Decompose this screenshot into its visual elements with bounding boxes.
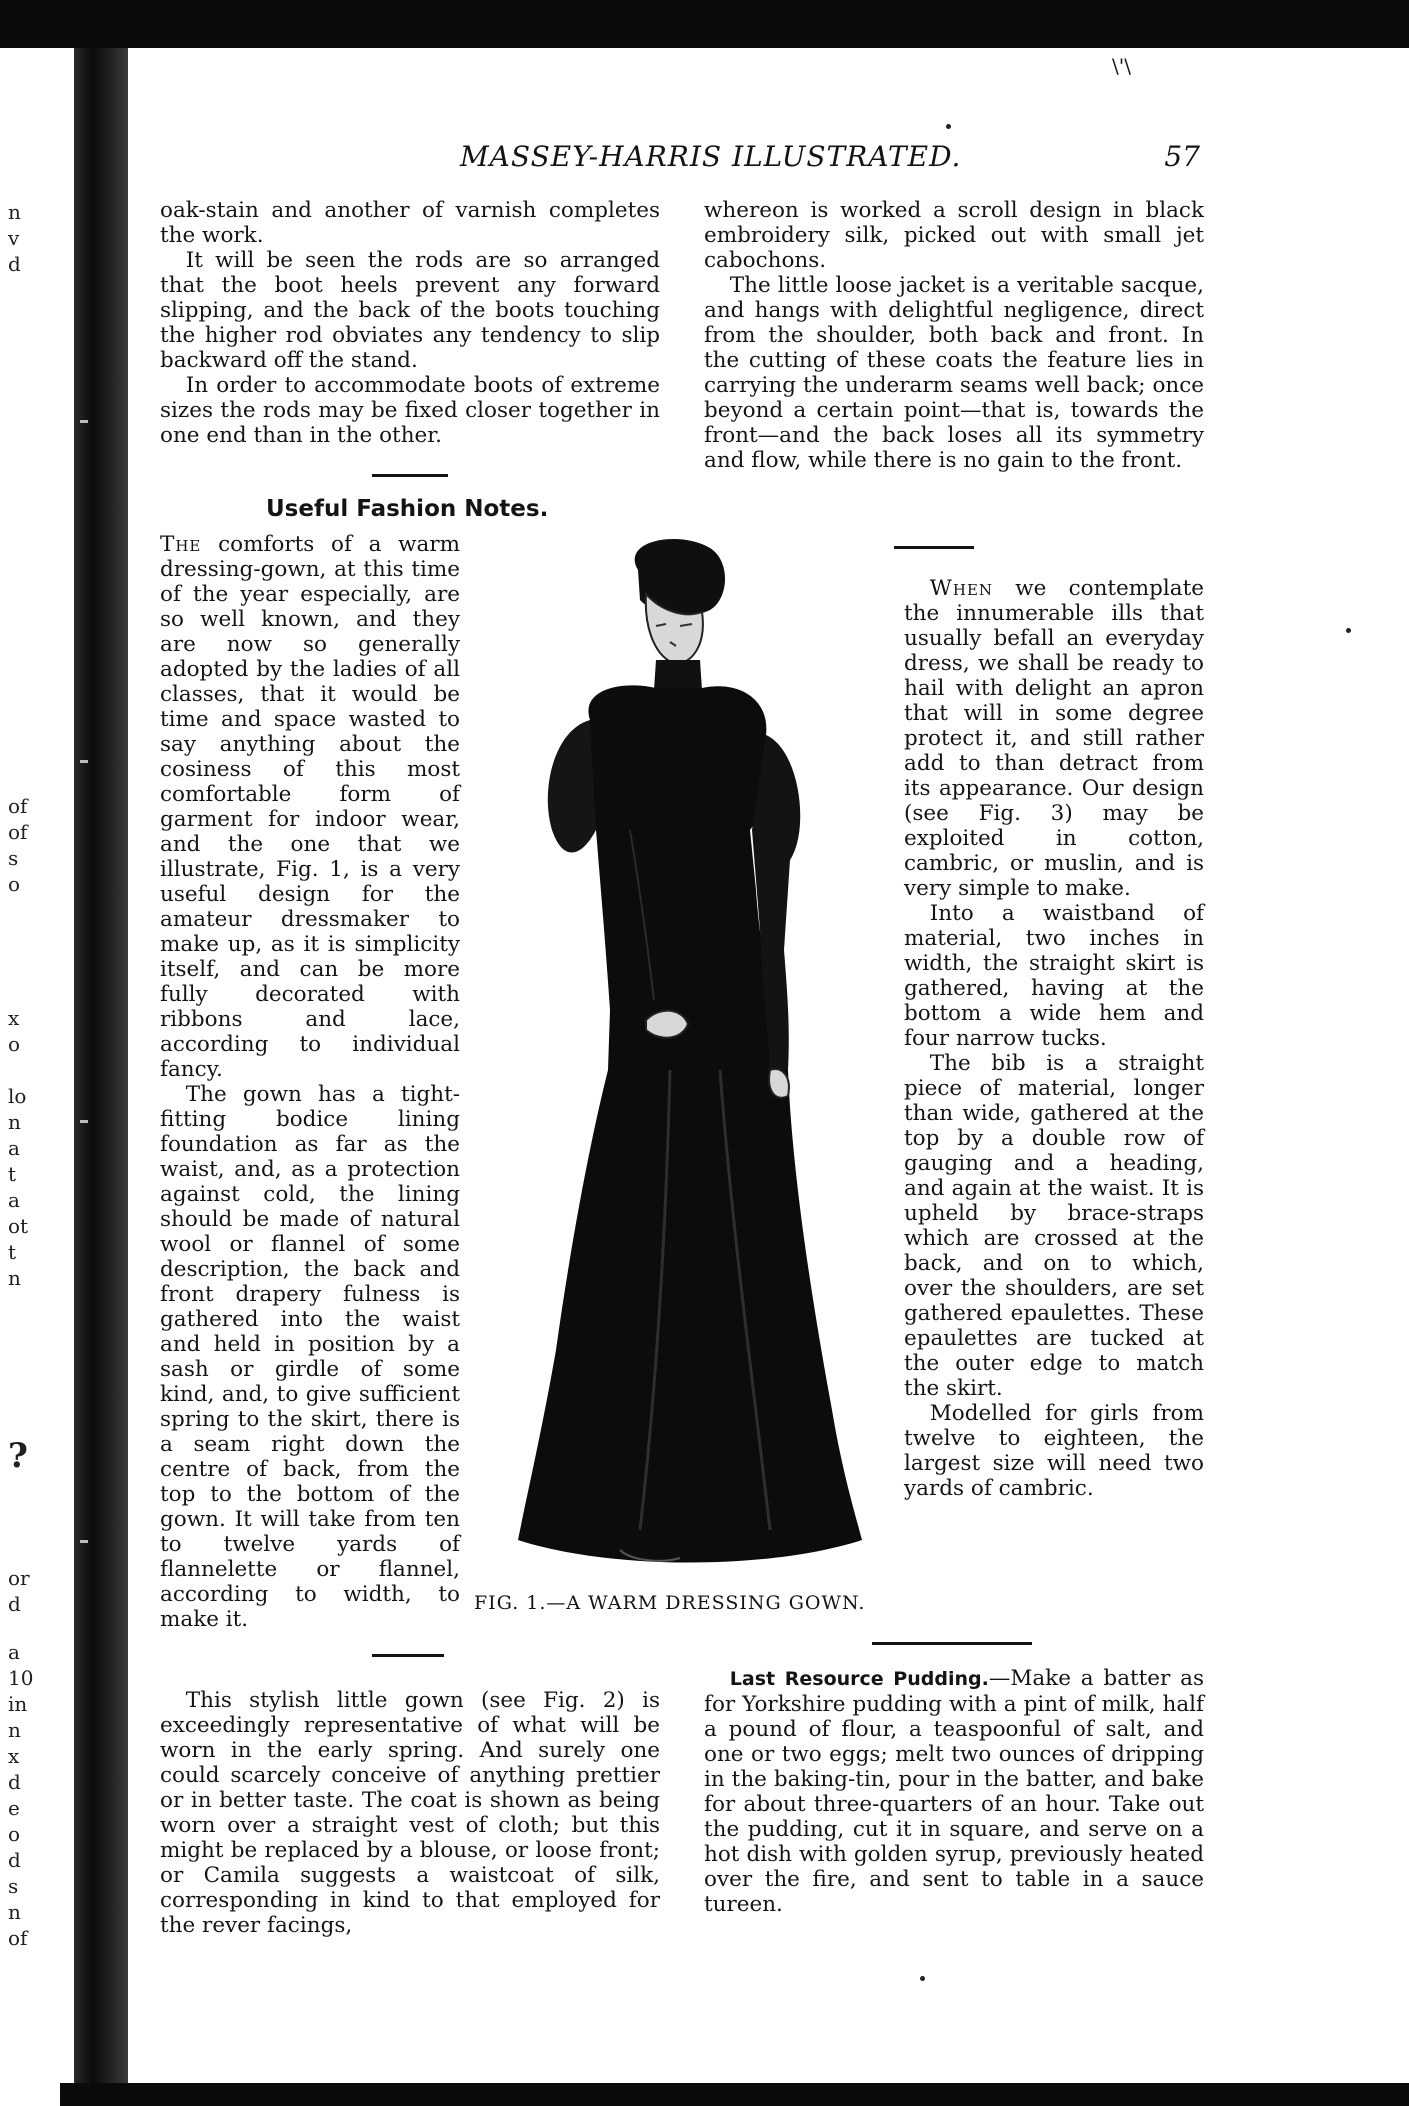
margin-fragment: v (8, 226, 20, 250)
margin-fragment: d (8, 252, 21, 276)
bottom-left-text (160, 1688, 660, 1938)
margin-fragment: t (8, 1162, 17, 1186)
column-2-apron-text (904, 576, 1204, 1501)
margin-fragment: x (8, 1744, 20, 1768)
ink-speck (1346, 628, 1351, 633)
gutter-speck (80, 420, 88, 423)
paragraph: Into a waistband of material, two inches in width, the straight skirt is gathered, having at the bottom a wide hem and four narrow tucks. (904, 901, 1204, 1051)
paragraph: The little loose jacket is a veritable sacque, and hangs with delightful negligence, direct from the shoulder, both back and front. In the cutting of these coats the feature lies in carrying the underarm seams well back; once beyond a certain point—that is, towards the front—and the back loses all its symmetry and flow, while there is no gain to the front. (704, 273, 1204, 473)
recipe-body: —Make a batter as for Yorkshire pudding with a pint of milk, half a pound of flour, a teaspoonful of salt, and one or two eggs; melt two ounces of dripping in the baking-tin, pour in the batter, and bake for about three-quarters of an hour. Take out the pudding, cut it in square, and serve on a hot dish with golden syrup, previously heated over the fire, and sent to table in a sauce tureen. (704, 1666, 1205, 1917)
margin-fragment: 10 (8, 1666, 34, 1690)
gutter-speck (80, 1120, 88, 1123)
margin-fragment: x (8, 1006, 20, 1030)
margin-fragment: n (8, 1266, 21, 1290)
section-divider (894, 546, 974, 549)
margin-fragment: n (8, 1718, 21, 1742)
margin-fragment: or (8, 1566, 30, 1590)
gutter-speck (80, 1540, 88, 1543)
margin-fragment: in (8, 1692, 28, 1716)
margin-fragment: t (8, 1240, 17, 1264)
top-mark: \'\ (1112, 54, 1131, 78)
margin-fragment: s (8, 846, 19, 870)
paragraph (904, 576, 1204, 901)
figure-caption: FIG. 1.—A WARM DRESSING GOWN. (474, 1592, 866, 1614)
paragraph: The bib is a straight piece of material, longer than wide, gathered at the top by a double row of gauging and a heading, and again at the waist. It is upheld by brace-straps which are crossed at the back, and on to which, over the shoulders, are set gathered epaulettes. These epaulettes are tucked at the outer edge to match the skirt. (904, 1051, 1204, 1401)
drop-cap-word: The (160, 532, 202, 557)
margin-fragment: d (8, 1770, 21, 1794)
page-number: 57 (1164, 140, 1200, 173)
margin-fragment: n (8, 200, 21, 224)
section-divider (872, 1642, 1032, 1645)
column-1-fashion-text (160, 532, 460, 1632)
section-divider (372, 1654, 444, 1657)
page-header (160, 140, 1200, 180)
margin-fragment: n (8, 1900, 21, 1924)
margin-fragment: of (8, 794, 28, 818)
margin-fragment: n (8, 1110, 21, 1134)
margin-fragment: a (8, 1188, 20, 1212)
paragraph: In order to accommodate boots of extreme sizes the rods may be fixed closer together in one end than in the other. (160, 373, 660, 448)
margin-fragment: of (8, 820, 28, 844)
paragraph-body: we contemplate the innumerable ills that usually befall an everyday dress, we shall be ready to hail with delight an apron that will in some degree protect it, and still rather add to than detract from its appearance. Our design (see Fig. 3) may be exploited in cotton, cambric, or muslin, and is very simple to make. (904, 576, 1204, 901)
drop-cap-word: When (929, 576, 994, 601)
ink-speck (920, 1976, 925, 1981)
binding-gutter (74, 48, 128, 2083)
margin-fragment: s (8, 1874, 19, 1898)
margin-fragment: e (8, 1796, 20, 1820)
margin-fragment: o (8, 1822, 21, 1846)
scan-bottom-border (60, 2083, 1409, 2106)
paragraph: whereon is worked a scroll design in black embroidery silk, picked out with small jet cabochons. (704, 198, 1204, 273)
dressing-gown-illustration (470, 530, 900, 1610)
margin-fragment: a (8, 1136, 20, 1160)
margin-fragment: o (8, 872, 21, 896)
scan-top-border (0, 0, 1409, 48)
paragraph: oak-stain and another of varnish completes the work. (160, 198, 660, 248)
recipe-heading: Last Resource Pudding. (729, 1668, 989, 1690)
column-1-top-text (160, 198, 660, 448)
margin-fragment: ? (8, 1436, 28, 1476)
section-heading: Useful Fashion Notes. (266, 496, 549, 522)
margin-fragment: d (8, 1848, 21, 1872)
margin-fragment: a (8, 1640, 20, 1664)
section-divider (372, 474, 448, 477)
paragraph: It will be seen the rods are so arranged that the boot heels prevent any forward slipping, and the back of the boots touching the higher rod obviates any tendency to slip backward off the stand. (160, 248, 660, 373)
paragraph (704, 1666, 1204, 1917)
paragraph: This stylish little gown (see Fig. 2) is exceedingly representative of what will be worn in the early spring. And surely one could scarcely conceive of anything prettier or in better taste. The coat is shown as being worn over a straight vest of cloth; but this might be replaced by a blouse, or loose front; or Camila suggests a waistcoat of silk, corresponding in kind to that employed for the rever facings, (160, 1688, 660, 1938)
paragraph: Modelled for girls from twelve to eighteen, the largest size will need two yards of cambric. (904, 1401, 1204, 1501)
running-title: MASSEY-HARRIS ILLUSTRATED. (460, 140, 962, 173)
paragraph-body: comforts of a warm dressing-gown, at this time of the year especially, are so well known, and they are now so generally adopted by the ladies of all classes, that it would be time and space wasted to say anything about the cosiness of this most comfortable form of garment for indoor wear, and the one that we illustrate, Fig. 1, is a very useful design for the amateur dressmaker to make up, as it is simplicity itself, and can be more fully decorated with ribbons and lace, according to individual fancy. (160, 532, 460, 1082)
margin-fragment: o (8, 1032, 21, 1056)
gutter-speck (80, 760, 88, 763)
margin-fragment: d (8, 1592, 21, 1616)
ink-speck (946, 124, 951, 129)
pudding-recipe (704, 1666, 1204, 1917)
margin-fragment: of (8, 1926, 28, 1950)
column-2-top-text (704, 198, 1204, 473)
margin-fragment: lo (8, 1084, 27, 1108)
margin-fragment: ot (8, 1214, 29, 1238)
paragraph: The gown has a tight-fitting bodice lining foundation as far as the waist, and, as a protection against cold, the lining should be made of natural wool or flannel of some description, the back and front drapery fulness is gathered into the waist and held in position by a sash or girdle of some kind, and, to give sufficient spring to the skirt, there is a seam right down the centre of back, from the top to the bottom of the gown. It will take from ten to twelve yards of flannelette or flannel, according to width, to make it. (160, 1082, 460, 1632)
paragraph (160, 532, 460, 1082)
